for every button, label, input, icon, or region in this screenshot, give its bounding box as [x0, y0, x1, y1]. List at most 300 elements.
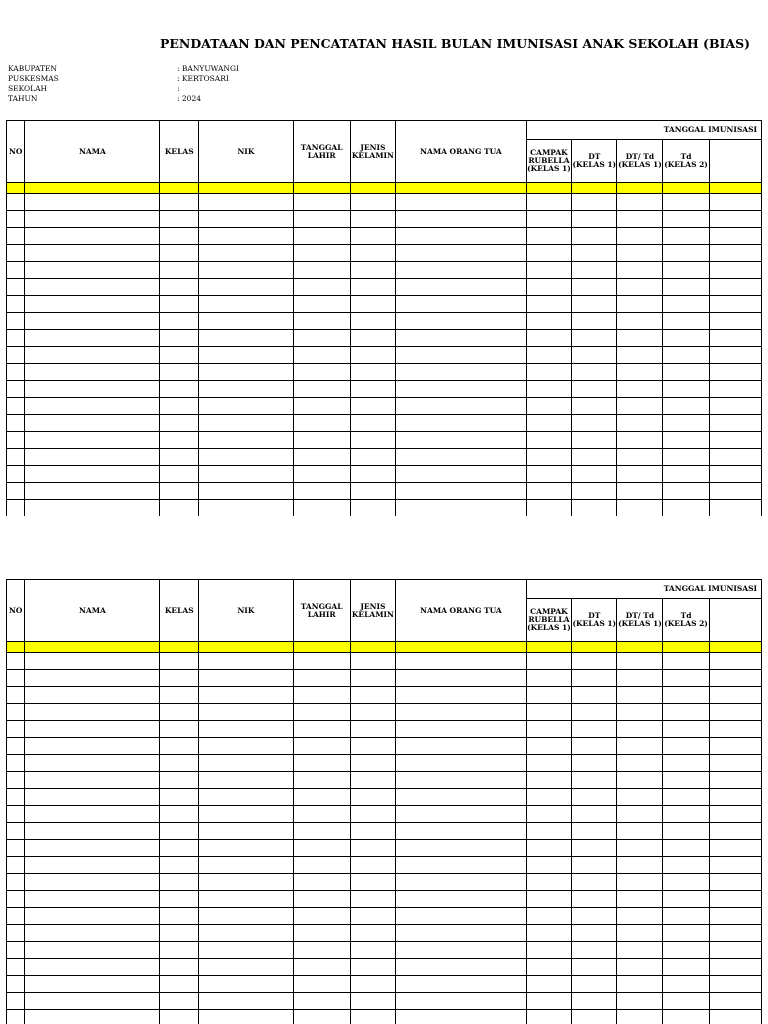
table-cell	[160, 942, 199, 959]
table-cell	[663, 874, 709, 891]
header-nama: NAMA	[25, 121, 160, 183]
table-cell	[617, 772, 663, 789]
table-row	[7, 296, 762, 313]
table-cell	[293, 772, 350, 789]
table-row	[7, 874, 762, 891]
table-cell	[160, 1010, 199, 1024]
table-cell	[617, 211, 663, 228]
table-cell	[709, 789, 761, 806]
table-cell	[350, 925, 396, 942]
table-row	[7, 279, 762, 296]
table-cell	[396, 806, 526, 823]
table-cell	[160, 296, 199, 313]
table-cell	[709, 874, 761, 891]
table-cell	[199, 262, 294, 279]
table-cell	[7, 449, 25, 466]
table-cell	[617, 823, 663, 840]
table-cell	[709, 381, 761, 398]
table-row	[7, 993, 762, 1010]
table-cell	[526, 211, 572, 228]
table-cell	[396, 772, 526, 789]
table-cell	[663, 806, 709, 823]
table-cell	[293, 976, 350, 993]
info-label: KABUPATEN	[8, 64, 57, 73]
table-cell	[617, 891, 663, 908]
table-cell	[350, 772, 396, 789]
table-cell	[160, 194, 199, 211]
table-cell	[617, 364, 663, 381]
info-value: : BANYUWANGI	[177, 64, 239, 73]
table-cell	[709, 908, 761, 925]
table-cell	[25, 806, 160, 823]
table-cell	[526, 857, 572, 874]
table-cell	[7, 993, 25, 1010]
table-cell	[350, 398, 396, 415]
table-cell	[396, 432, 526, 449]
table-cell	[617, 976, 663, 993]
table-cell	[25, 823, 160, 840]
table-cell	[572, 789, 617, 806]
table-cell	[350, 262, 396, 279]
table-cell	[293, 670, 350, 687]
table-cell	[526, 755, 572, 772]
table-cell	[572, 466, 617, 483]
table-cell	[160, 313, 199, 330]
table-cell	[617, 789, 663, 806]
table-cell	[663, 840, 709, 857]
table-cell	[350, 500, 396, 517]
table-cell	[617, 755, 663, 772]
table-cell	[526, 806, 572, 823]
table-cell	[572, 721, 617, 738]
table-cell	[7, 755, 25, 772]
table-cell	[25, 449, 160, 466]
table-cell	[526, 789, 572, 806]
table-row	[7, 347, 762, 364]
table-cell	[350, 993, 396, 1010]
table-cell	[293, 211, 350, 228]
table-cell	[526, 687, 572, 704]
table-row	[7, 262, 762, 279]
table-cell	[293, 925, 350, 942]
table-cell	[526, 959, 572, 976]
table-row	[7, 704, 762, 721]
table-cell	[350, 449, 396, 466]
table-cell	[199, 806, 294, 823]
table-cell	[663, 687, 709, 704]
table-cell	[396, 194, 526, 211]
table-cell	[7, 653, 25, 670]
table-cell	[572, 857, 617, 874]
table-cell	[160, 653, 199, 670]
table-cell	[663, 211, 709, 228]
table-cell	[396, 721, 526, 738]
table-cell	[663, 245, 709, 262]
table-cell	[526, 398, 572, 415]
table-cell	[25, 738, 160, 755]
table-cell	[572, 228, 617, 245]
table-cell	[350, 806, 396, 823]
table-cell	[7, 976, 25, 993]
table-cell	[293, 687, 350, 704]
table-row	[7, 806, 762, 823]
table-cell	[663, 194, 709, 211]
table-cell	[572, 908, 617, 925]
table-cell	[199, 874, 294, 891]
table-cell	[160, 483, 199, 500]
table-cell	[572, 925, 617, 942]
table-cell	[7, 364, 25, 381]
table-cell	[663, 364, 709, 381]
table-cell	[526, 500, 572, 517]
table-cell	[663, 228, 709, 245]
table-cell	[396, 313, 526, 330]
table-cell	[526, 993, 572, 1010]
table-cell	[709, 211, 761, 228]
table-cell	[25, 313, 160, 330]
table-cell	[25, 296, 160, 313]
table-cell	[160, 466, 199, 483]
table-cell	[350, 313, 396, 330]
table-cell	[293, 653, 350, 670]
table-cell	[199, 228, 294, 245]
table-cell	[199, 313, 294, 330]
table-cell	[160, 925, 199, 942]
header-kelas: KELAS	[160, 580, 199, 642]
table-cell	[350, 381, 396, 398]
table-cell	[709, 313, 761, 330]
table-cell	[350, 704, 396, 721]
table-cell	[25, 483, 160, 500]
table-cell	[350, 738, 396, 755]
table-cell	[293, 959, 350, 976]
table-row	[7, 942, 762, 959]
table-cell	[663, 755, 709, 772]
info-value: : KERTOSARI	[177, 74, 229, 83]
table-cell	[25, 364, 160, 381]
header-td-kelas2: Td (KELAS 2)	[663, 599, 709, 642]
table-row	[7, 398, 762, 415]
table-cell	[350, 721, 396, 738]
table-cell	[7, 245, 25, 262]
header-extra	[709, 599, 761, 642]
table-cell	[526, 653, 572, 670]
table-cell	[617, 738, 663, 755]
table-cell	[617, 670, 663, 687]
table-cell	[293, 483, 350, 500]
table-cell	[572, 959, 617, 976]
table-cell	[396, 500, 526, 517]
table-cell	[396, 993, 526, 1010]
table-cell	[526, 483, 572, 500]
table-cell	[160, 738, 199, 755]
table-cell	[663, 381, 709, 398]
table-cell	[572, 823, 617, 840]
table-cell	[526, 874, 572, 891]
table-cell	[663, 738, 709, 755]
table-cell	[160, 993, 199, 1010]
table-cell	[350, 942, 396, 959]
table-cell	[25, 653, 160, 670]
table-row	[7, 687, 762, 704]
table-cell	[199, 347, 294, 364]
header-extra	[709, 140, 761, 183]
table-cell	[663, 415, 709, 432]
table-cell	[160, 449, 199, 466]
table-row	[7, 1010, 762, 1024]
table-cell	[7, 279, 25, 296]
table-cell	[160, 245, 199, 262]
table-cell	[350, 976, 396, 993]
table-cell	[572, 874, 617, 891]
table-cell	[350, 228, 396, 245]
table-cell	[160, 432, 199, 449]
table-cell	[7, 466, 25, 483]
table-cell	[7, 415, 25, 432]
table-cell	[25, 840, 160, 857]
table-cell	[572, 245, 617, 262]
table-cell	[25, 857, 160, 874]
header-tanggal-lahir: TANGGAL LAHIR	[293, 580, 350, 642]
table-section-2	[0, 579, 762, 1024]
table-cell	[7, 398, 25, 415]
table-cell	[526, 313, 572, 330]
table-cell	[293, 993, 350, 1010]
table-cell	[293, 738, 350, 755]
table-cell	[350, 653, 396, 670]
table-cell	[526, 364, 572, 381]
table-cell	[663, 313, 709, 330]
table-row	[7, 194, 762, 211]
table-cell	[160, 228, 199, 245]
table-cell	[572, 976, 617, 993]
table-cell	[572, 1010, 617, 1024]
table-cell	[572, 483, 617, 500]
table-row	[7, 211, 762, 228]
info-label: SEKOLAH	[8, 84, 48, 93]
table-cell	[199, 466, 294, 483]
table-cell	[350, 823, 396, 840]
table-cell	[25, 245, 160, 262]
table-cell	[526, 466, 572, 483]
table-cell	[160, 823, 199, 840]
table-cell	[709, 466, 761, 483]
table-cell	[709, 262, 761, 279]
table-cell	[25, 891, 160, 908]
table-cell	[617, 228, 663, 245]
info-label: PUSKESMAS	[8, 74, 59, 83]
table-cell	[526, 925, 572, 942]
table-cell	[7, 704, 25, 721]
header-kelas: KELAS	[160, 121, 199, 183]
table-cell	[572, 755, 617, 772]
table-cell	[160, 874, 199, 891]
table-cell	[25, 1010, 160, 1024]
table-cell	[199, 449, 294, 466]
table-cell	[160, 279, 199, 296]
table-cell	[396, 891, 526, 908]
table-row	[7, 483, 762, 500]
table-cell	[617, 908, 663, 925]
table-cell	[25, 908, 160, 925]
table-cell	[617, 993, 663, 1010]
table-cell	[396, 483, 526, 500]
table-cell	[396, 738, 526, 755]
table-cell	[617, 806, 663, 823]
table-cell	[293, 364, 350, 381]
table-cell	[293, 381, 350, 398]
table-cell	[709, 296, 761, 313]
table-cell	[199, 755, 294, 772]
table-cell	[572, 806, 617, 823]
immunization-table	[6, 579, 762, 1024]
table-cell	[526, 415, 572, 432]
table-cell	[663, 296, 709, 313]
table-cell	[572, 330, 617, 347]
table-cell	[199, 296, 294, 313]
table-cell	[350, 687, 396, 704]
table-row	[7, 313, 762, 330]
table-cell	[160, 398, 199, 415]
table-cell	[617, 721, 663, 738]
table-cell	[199, 483, 294, 500]
table-cell	[25, 279, 160, 296]
table-row	[7, 908, 762, 925]
header-tanggal-imunisasi: TANGGAL IMUNISASI	[526, 121, 761, 140]
info-value: : 2024	[177, 94, 201, 103]
table-cell	[709, 993, 761, 1010]
table-cell	[7, 313, 25, 330]
table-cell	[25, 925, 160, 942]
table-cell	[617, 245, 663, 262]
table-cell	[160, 908, 199, 925]
table-cell	[617, 925, 663, 942]
table-cell	[350, 789, 396, 806]
table-cell	[526, 1010, 572, 1024]
table-cell	[396, 857, 526, 874]
table-cell	[25, 993, 160, 1010]
table-cell	[199, 891, 294, 908]
table-cell	[617, 1010, 663, 1024]
table-cell	[160, 347, 199, 364]
header-campak-rubella: CAMPAK RUBELLA (KELAS 1)	[526, 140, 572, 183]
table-cell	[709, 653, 761, 670]
table-cell	[709, 823, 761, 840]
table-cell	[617, 347, 663, 364]
table-cell	[293, 500, 350, 517]
table-cell	[396, 347, 526, 364]
header-dt-kelas1: DT (KELAS 1)	[572, 140, 617, 183]
table-cell	[663, 772, 709, 789]
table-cell	[293, 228, 350, 245]
table-cell	[617, 381, 663, 398]
table-cell	[293, 806, 350, 823]
table-cell	[572, 942, 617, 959]
table-cell	[25, 789, 160, 806]
table-row	[7, 381, 762, 398]
table-cell	[350, 347, 396, 364]
table-cell	[293, 347, 350, 364]
table-cell	[572, 449, 617, 466]
table-cell	[396, 228, 526, 245]
table-cell	[293, 296, 350, 313]
table-cell	[25, 347, 160, 364]
table-cell	[526, 432, 572, 449]
table-cell	[709, 772, 761, 789]
table-cell	[350, 959, 396, 976]
table-cell	[293, 415, 350, 432]
table-cell	[396, 381, 526, 398]
table-cell	[526, 245, 572, 262]
table-cell	[709, 738, 761, 755]
table-cell	[293, 857, 350, 874]
table-cell	[526, 704, 572, 721]
table-cell	[663, 500, 709, 517]
table-cell	[160, 959, 199, 976]
table-cell	[199, 976, 294, 993]
table-cell	[396, 653, 526, 670]
table-cell	[617, 653, 663, 670]
table-row	[7, 449, 762, 466]
table-cell	[7, 330, 25, 347]
table-cell	[572, 313, 617, 330]
table-cell	[617, 313, 663, 330]
table-cell	[199, 670, 294, 687]
table-cell	[396, 874, 526, 891]
table-cell	[25, 415, 160, 432]
table-cell	[293, 823, 350, 840]
table-cell	[350, 364, 396, 381]
table-cell	[526, 381, 572, 398]
header-no: NO	[7, 580, 25, 642]
table-cell	[160, 721, 199, 738]
table-cell	[199, 687, 294, 704]
table-cell	[617, 959, 663, 976]
table-cell	[396, 364, 526, 381]
table-cell	[7, 925, 25, 942]
table-cell	[617, 296, 663, 313]
table-cell	[526, 347, 572, 364]
table-row	[7, 653, 762, 670]
table-cell	[199, 993, 294, 1010]
table-cell	[709, 840, 761, 857]
table-cell	[617, 687, 663, 704]
table-row	[7, 500, 762, 517]
table-row	[7, 245, 762, 262]
table-cell	[350, 211, 396, 228]
table-cell	[617, 857, 663, 874]
table-cell	[25, 772, 160, 789]
table-cell	[199, 1010, 294, 1024]
table-cell	[25, 262, 160, 279]
table-cell	[572, 194, 617, 211]
table-cell	[350, 891, 396, 908]
table-cell	[572, 415, 617, 432]
table-cell	[199, 704, 294, 721]
table-cell	[199, 432, 294, 449]
table-cell	[396, 670, 526, 687]
table-cell	[617, 466, 663, 483]
table-row	[7, 670, 762, 687]
table-cell	[572, 381, 617, 398]
table-cell	[663, 466, 709, 483]
table-cell	[663, 398, 709, 415]
table-cell	[199, 959, 294, 976]
table-row	[7, 415, 762, 432]
table-cell	[617, 449, 663, 466]
table-cell	[526, 772, 572, 789]
table-cell	[199, 857, 294, 874]
